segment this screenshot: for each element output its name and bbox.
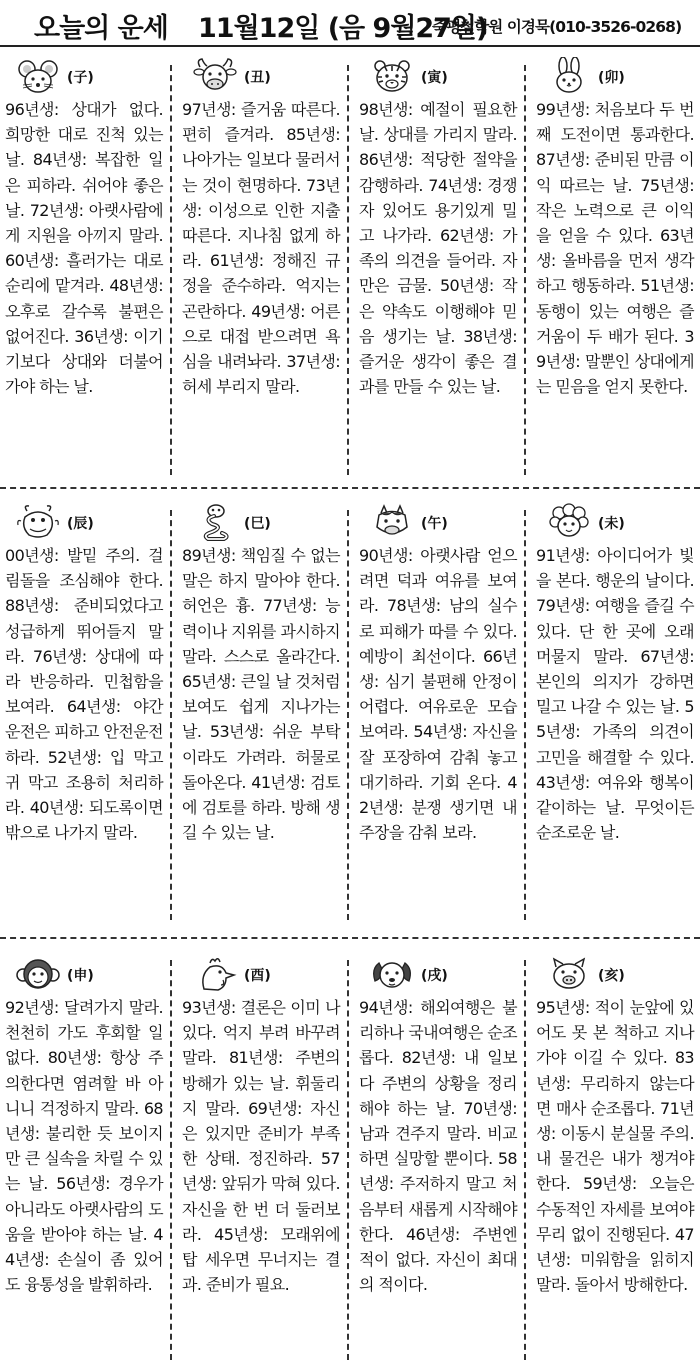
zodiac-label: (子) <box>67 70 94 86</box>
fortune-text: 89년생: 책임질 수 없는 말은 하지 말아야 한다. 허언은 흉. 77년생: 능력이나 지위를 과시하지 말라. 스스로 올라간다. 65년생: 큰일 날 것처럼 보여도 쉽게 지나가는 날. 53년생: 쉬운 부탁이라도 가려라. 허물로 돌아온다. 41년생: 검토에 검토를 하라. 방해 생길 수 있는 날. <box>182 546 340 843</box>
fortune-text: 90년생: 아랫사람 얻으려면 덕과 여유를 보여라. 78년생: 남의 실수로 피해가 따를 수 있다. 예방이 최선이다. 66년생: 심기 불편해 안정이 어렵다. 여유로운 모습 보여라. 54년생: 자신을 잘 포장하여 감춰 놓고 대기하라. 기회 온다. 42년생: 분쟁 생기면 내 주장을 감춰 보라. <box>359 546 517 843</box>
zodiac-label: (酉) <box>244 968 271 984</box>
horse-icon <box>367 503 417 541</box>
rat-icon <box>13 57 63 95</box>
column-divider <box>170 960 172 1360</box>
date-text: 11월12일 (음 9월27일) <box>198 13 488 44</box>
column-divider <box>524 960 526 1360</box>
zodiac-label: (午) <box>421 516 448 532</box>
column-divider <box>524 65 526 475</box>
fortune-text: 96년생: 상대가 없다. 희망한 대로 진척 있는 날. 84년생: 복잡한 일은 피하라. 쉬어야 좋은 날. 72년생: 아랫사람에게 지원을 아끼지 말라. 60년생: 흘러가는 대로 순리에 맡겨라. 48년생: 오후로 갈수록 불편은 없어진다. 36년생: 이기기보다 상대와 더불어 가야 하는 날. <box>5 100 163 397</box>
header-rule <box>0 45 700 47</box>
tiger-icon <box>367 57 417 95</box>
page-title: 오늘의 운세 <box>34 13 168 44</box>
header <box>0 0 700 44</box>
zodiac-label: (未) <box>598 516 625 532</box>
column-divider <box>170 65 172 475</box>
zodiac-label: (寅) <box>421 70 448 86</box>
rabbit-icon <box>544 57 594 95</box>
ox-icon <box>190 57 240 95</box>
snake-icon <box>190 503 240 541</box>
fortune-text: 95년생: 적이 눈앞에 있어도 못 본 척하고 지나가야 이길 수 있다. 83년생: 무리하지 않는다면 매사 순조롭다. 71년생: 이동시 분실물 주의. 내 물건은 내가 챙겨야 한다. 59년생: 오늘은 수동적인 자세를 보여야 무리 없이 진행된다. 47년생: 미워함을 읽히지 말라. 돌아서 방해한다. <box>536 998 694 1295</box>
column-divider <box>524 510 526 920</box>
pig-icon <box>544 955 594 993</box>
fortune-text: 97년생: 즐거움 따른다. 편히 즐겨라. 85년생: 나아가는 일보다 물러서는 것이 현명하다. 73년생: 이성으로 인한 지출 따른다. 지나침 없게 하라. 61년생: 정해진 규정을 준수하라. 억지는 곤란하다. 49년생: 어른으로 대접 받으려면 욕심을 내려놔라. 37년생: 허세 부리지 말라. <box>182 100 340 397</box>
fortune-text: 92년생: 달려가지 말라. 천천히 가도 후회할 일 없다. 80년생: 항상 주의한다면 염려할 바 아니니 걱정하지 말라. 68년생: 불리한 듯 보이지만 큰 실속을 차릴 수 있는 날. 56년생: 경우가 아니라도 아랫사람의 도움을 받아야 하는 날. 44년생: 손실이 좀 있어도 융통성을 발휘하라. <box>5 998 163 1295</box>
monkey-icon <box>13 955 63 993</box>
fortune-text: 94년생: 해외여행은 불리하나 국내여행은 순조롭다. 82년생: 내 일보다 주변의 상황을 정리해야 하는 날. 70년생: 남과 견주지 말라. 비교하면 실망할 뿐이다. 58년생: 주저하지 말고 처음부터 새롭게 시작해야 한다. 46년생: 주변엔 적이 없다. 자신이 최대의 적이다. <box>359 998 517 1295</box>
dragon-icon <box>13 503 63 541</box>
zodiac-label: (辰) <box>67 516 94 532</box>
zodiac-label: (巳) <box>244 516 271 532</box>
fortune-text: 93년생: 결론은 이미 나있다. 억지 부려 바꾸려 말라. 81년생: 주변의 방해가 있는 날. 휘둘리지 말라. 69년생: 자신은 있지만 준비가 부족한 상태. 정진하라. 57년생: 앞뒤가 막혀 있다. 자신을 한 번 더 둘러보라. 45년생: 모래위에 탑 세우면 무너지는 결과. 준비가 필요. <box>182 998 340 1295</box>
zodiac-label: (申) <box>67 968 94 984</box>
column-divider <box>347 65 349 475</box>
column-divider <box>347 960 349 1360</box>
zodiac-label: (亥) <box>598 968 625 984</box>
dog-icon <box>367 955 417 993</box>
sheep-icon <box>544 503 594 541</box>
rooster-icon <box>190 955 240 993</box>
fortune-text: 99년생: 처음보다 두 번째 도전이면 통과한다. 87년생: 준비된 만큼 이익 따르는 날. 75년생: 작은 노력으로 큰 이익을 얻을 수 있다. 63년생: 올바름을 먼저 생각하고 행동하라. 51년생: 동행이 있는 여행은 즐거움이 두 배가 된다. 39년생: 말뿐인 상대에게는 믿음을 얻지 못한다. <box>536 100 694 397</box>
fortune-text: 98년생: 예절이 필요한 날. 상대를 가리지 말라. 86년생: 적당한 절약을 감행하라. 74년생: 경쟁자 있어도 용기있게 밀고 나가라. 62년생: 가족의 의견을 들어라. 자만은 금물. 50년생: 작은 약속도 이행해야 믿음 생기는 날. 38년생: 즐거운 생각이 좋은 결과를 만들 수 있는 날. <box>359 100 517 397</box>
row-divider <box>0 487 700 489</box>
column-divider <box>347 510 349 920</box>
column-divider <box>170 510 172 920</box>
fortune-text: 00년생: 발밑 주의. 걸림돌을 조심해야 한다. 88년생: 준비되었다고 성급하게 뛰어들지 말라. 76년생: 상대에 따라 반응하라. 민첩함을 보여라. 64년생: 야간 운전은 피하고 안전운전하라. 52년생: 입 막고 귀 막고 조용히 처리하라. 40년생: 되도록이면 밖으로 나가지 말라. <box>5 546 163 843</box>
zodiac-label: (丑) <box>244 70 271 86</box>
credit-text: 죽평철학원 이경묵(010-3526-0268) <box>432 18 682 36</box>
row-divider <box>0 937 700 939</box>
zodiac-label: (戌) <box>421 968 448 984</box>
zodiac-label: (卯) <box>598 70 625 86</box>
fortune-text: 91년생: 아이디어가 빛을 본다. 행운의 날이다. 79년생: 여행을 즐길 수 있다. 단 한 곳에 오래 머물지 말라. 67년생: 본인의 의지가 강하면 밀고 나갈 수 있는 날. 55년생: 가족의 의견이 고민을 해결할 수 있다. 43년생: 여유와 행복이 같이하는 날. 무엇이든 순조로운 날. <box>536 546 694 843</box>
